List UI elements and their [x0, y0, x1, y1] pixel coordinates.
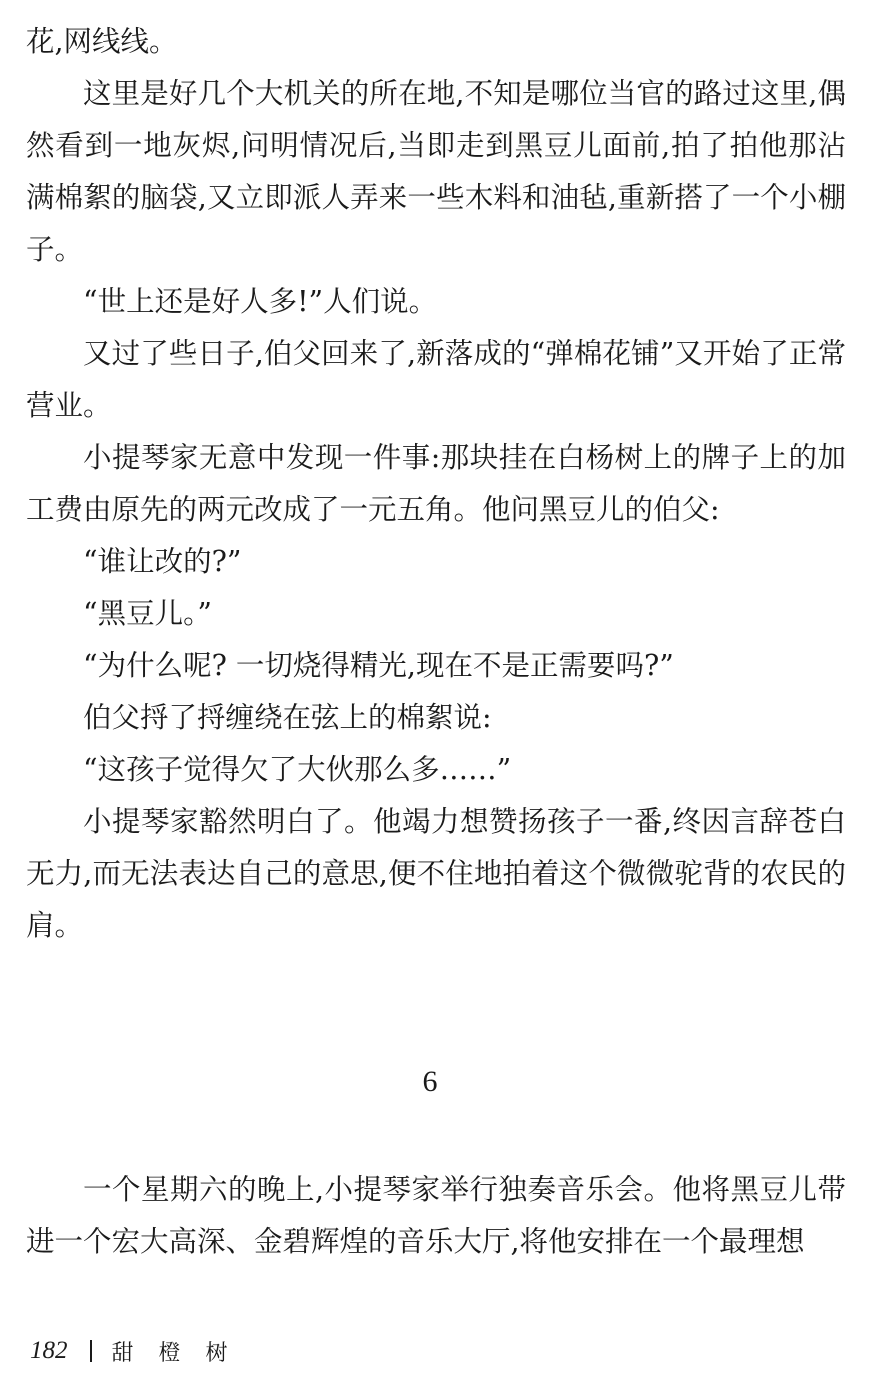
page-footer [30, 1336, 237, 1366]
paragraph: 一个星期六的晚上,小提琴家举行独奏音乐会。他将黑豆儿带进一个宏大高深、金碧辉煌的音乐大厅,将他安排在一个最理想 [26, 1173, 846, 1258]
paragraph: 小提琴家豁然明白了。他竭力想赞扬孩子一番,终因言辞苍白无力,而无法表达自己的意思,便不住地拍着这个微微驼背的农民的肩。 [26, 805, 846, 942]
body-text [26, 16, 846, 952]
section-text [26, 1164, 846, 1268]
section-body [26, 1164, 846, 1268]
paragraph: 这里是好几个大机关的所在地,不知是哪位当官的路过这里,偶然看到一地灰烬,问明情况后,当即走到黑豆儿面前,拍了拍他那沾满棉絮的脑袋,又立即派人弄来一些木料和油毡,重新搭了一个小棚子。 [26, 77, 846, 266]
paragraph: 又过了些日子,伯父回来了,新落成的“弹棉花铺”又开始了正常营业。 [26, 337, 846, 422]
paragraph-quote: “黑豆儿。” [83, 597, 212, 630]
page-number: 182 [30, 1337, 68, 1364]
paragraph: 伯父捋了捋缠绕在弦上的棉絮说: [83, 701, 492, 734]
section-number: 6 [422, 1065, 438, 1098]
paragraph-quote: “谁让改的?” [83, 545, 242, 578]
footer-divider [90, 1340, 92, 1362]
paragraph-continued: 花,网线线。 [26, 25, 178, 58]
paragraph-quote: “这孩子觉得欠了大伙那么多……” [83, 753, 512, 786]
paragraph: 小提琴家无意中发现一件事:那块挂在白杨树上的牌子上的加工费由原先的两元改成了一元五角。他问黑豆儿的伯父: [26, 441, 846, 526]
book-title: 甜 橙 树 [111, 1340, 237, 1366]
page-body [26, 16, 846, 952]
paragraph-quote: “世上还是好人多!”人们说。 [83, 285, 438, 318]
paragraph-quote: “为什么呢? 一切烧得精光,现在不是正需要吗?” [83, 649, 674, 682]
